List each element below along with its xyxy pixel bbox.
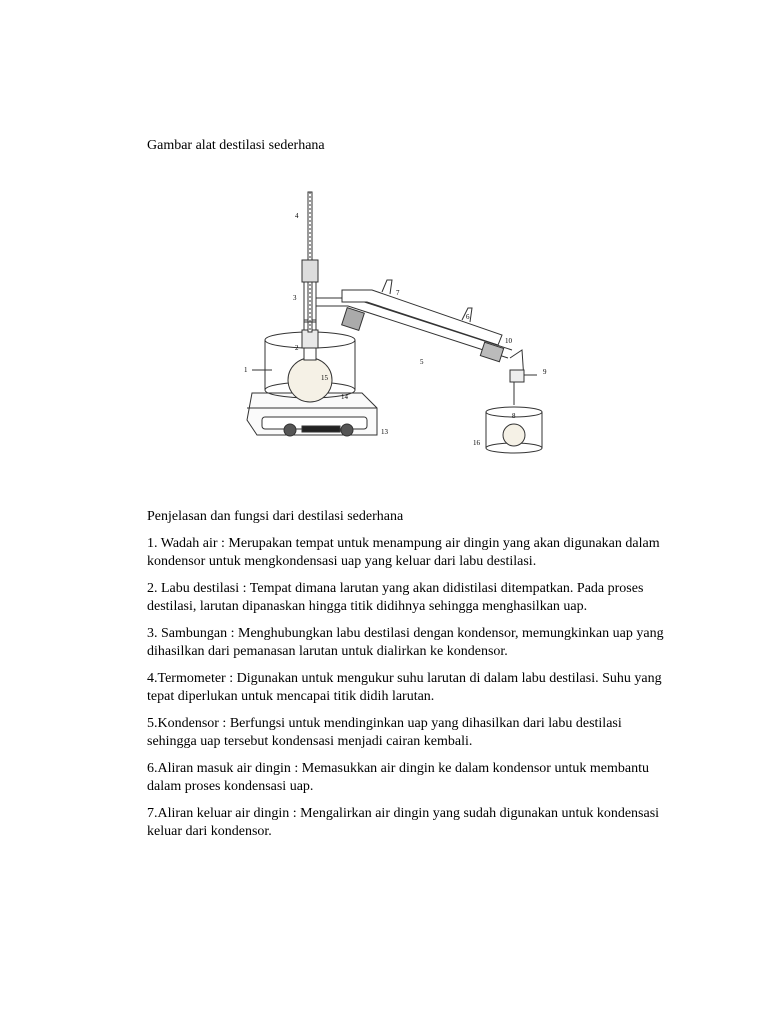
label-2: 2 <box>295 344 299 352</box>
label-3: 3 <box>293 294 297 302</box>
label-9: 9 <box>543 368 547 376</box>
item-5-kondensor: 5.Kondensor : Berfungsi untuk mendinginkan uap yang dihasilkan dari labu destilasi sehingga uap tersebut kondensasi menjadi cairan kembali. <box>147 716 622 749</box>
item-3-sambungan: 3. Sambungan : Menghubungkan labu destilasi dengan kondensor, memungkinkan uap yang dihasilkan dari pemanasan larutan untuk dialirkan ke kondensor. <box>147 626 664 659</box>
item-6-aliran-masuk: 6.Aliran masuk air dingin : Memasukkan air dingin ke dalam kondensor untuk membantu dalam proses kondensasi uap. <box>147 761 649 794</box>
label-4: 4 <box>295 212 299 220</box>
explanation-section <box>147 508 667 850</box>
item-2-labu-destilasi: 2. Labu destilasi : Tempat dimana larutan yang akan didistilasi ditempatkan. Pada proses destilasi, larutan dipanaskan hingga titik didihnya sehingga menghasilkan uap. <box>147 581 644 614</box>
label-8: 8 <box>512 412 516 420</box>
label-14: 14 <box>341 393 348 401</box>
figure-title: Gambar alat destilasi sederhana <box>147 138 325 153</box>
label-10: 10 <box>505 337 512 345</box>
label-1: 1 <box>244 366 248 374</box>
distillation-diagram <box>232 180 562 460</box>
label-6: 6 <box>466 313 470 321</box>
label-13: 13 <box>381 428 388 436</box>
item-1-wadah-air: 1. Wadah air : Merupakan tempat untuk menampung air dingin yang akan digunakan dalam kondensor untuk mengkondensasi uap yang keluar dari labu destilasi. <box>147 536 660 569</box>
label-16: 16 <box>473 439 480 447</box>
distillation-apparatus-illustration <box>232 180 562 460</box>
item-4-termometer: 4.Termometer : Digunakan untuk mengukur suhu larutan di dalam labu destilasi. Suhu yang tepat diperlukan untuk mencapai titik didih larutan. <box>147 671 662 704</box>
label-5: 5 <box>420 358 424 366</box>
label-7: 7 <box>396 289 400 297</box>
label-15: 15 <box>321 374 328 382</box>
section-heading: Penjelasan dan fungsi dari destilasi sederhana <box>147 509 404 524</box>
item-7-aliran-keluar: 7.Aliran keluar air dingin : Mengalirkan air dingin yang sudah digunakan untuk kondensasi keluar dari kondensor. <box>147 806 660 839</box>
